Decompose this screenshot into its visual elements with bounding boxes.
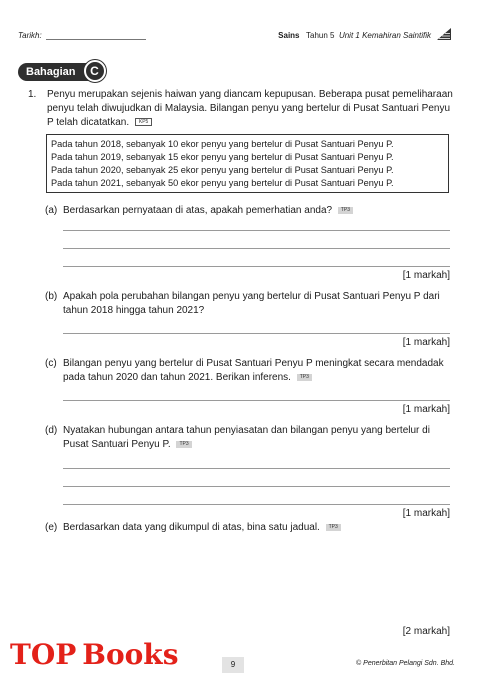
- part-question: Berdasarkan data yang dikumpul di atas, bina satu jadual.: [63, 522, 320, 533]
- section-letter: C: [84, 60, 106, 82]
- page-header: [18, 31, 451, 45]
- data-line: Pada tahun 2018, sebanyak 10 ekor penyu yang bertelur di Pusat Santuari Penyu P.: [51, 139, 394, 149]
- data-line: Pada tahun 2020, sebanyak 25 ekor penyu yang bertelur di Pusat Santuari Penyu P.: [51, 165, 394, 175]
- answer-line[interactable]: [63, 504, 450, 505]
- part-label: (c): [45, 358, 57, 369]
- answer-line[interactable]: [63, 230, 450, 231]
- marks-label: [1 markah]: [402, 270, 450, 281]
- part-d: [45, 424, 455, 452]
- unit-label: Unit 1 Kemahiran Saintifik: [338, 31, 431, 40]
- data-line: Pada tahun 2021, sebanyak 50 ekor penyu yang bertelur di Pusat Santuari Penyu P.: [51, 178, 394, 188]
- publisher-stripes-icon: [437, 28, 451, 40]
- topbooks-watermark-logo: [10, 638, 178, 678]
- part-e: [45, 521, 455, 535]
- answer-line[interactable]: [63, 400, 450, 401]
- copyright-text: © Penerbitan Pelangi Sdn. Bhd.: [356, 660, 455, 667]
- part-label: (d): [45, 425, 58, 436]
- section-badge: [18, 62, 99, 82]
- question-text: Penyu merupakan sejenis haiwan yang diancam kepupusan. Beberapa pusat pemeliharaan penyu telah diwujudkan di Malaysia. Bilangan penyu yang bertelur di Pusat Santuari Penyu P telah dicatatkan.: [47, 89, 453, 128]
- tp-tag: TP3: [176, 441, 191, 448]
- part-question: Nyatakan hubungan antara tahun penyiasatan dan bilangan penyu yang bertelur di Pusat Santuari Penyu P.: [63, 425, 430, 450]
- marks-label: [1 markah]: [402, 404, 450, 415]
- part-b: [45, 290, 455, 318]
- kp-tag: KP5: [135, 118, 152, 126]
- question-1: [28, 88, 456, 130]
- answer-line[interactable]: [63, 266, 450, 267]
- part-label: (e): [45, 522, 58, 533]
- logo-top-text: TOP: [10, 638, 77, 671]
- subject-label: Sains: [278, 31, 300, 40]
- part-question: Bilangan penyu yang bertelur di Pusat Santuari Penyu P meningkat secara mendadak pada tahun 2020 dan tahun 2021. Berikan inferens.: [63, 358, 444, 383]
- header-info: [278, 31, 431, 40]
- question-number: 1.: [28, 89, 37, 100]
- logo-books-text: Books: [82, 638, 179, 671]
- data-line: Pada tahun 2019, sebanyak 15 ekor penyu yang bertelur di Pusat Santuari Penyu P.: [51, 152, 394, 162]
- answer-line[interactable]: [63, 333, 450, 334]
- marks-label: [1 markah]: [402, 508, 450, 519]
- part-question: Berdasarkan pernyataan di atas, apakah pemerhatian anda?: [63, 205, 333, 216]
- part-c: [45, 357, 455, 385]
- part-label: (b): [45, 291, 58, 302]
- section-label: Bahagian: [18, 63, 96, 81]
- date-label: Tarikh:: [18, 31, 42, 40]
- part-a: [45, 204, 455, 218]
- page-number: 9: [222, 657, 244, 673]
- tp-tag: TP3: [326, 524, 341, 531]
- marks-label: [2 markah]: [402, 626, 450, 637]
- answer-line[interactable]: [63, 486, 450, 487]
- data-box: [46, 134, 449, 193]
- tp-tag: TP3: [338, 207, 353, 214]
- part-question: Apakah pola perubahan bilangan penyu yang bertelur di Pusat Santuari Penyu P dari tahun 2018 hingga tahun 2021?: [63, 291, 440, 316]
- answer-line[interactable]: [63, 248, 450, 249]
- marks-label: [1 markah]: [402, 337, 450, 348]
- answer-line[interactable]: [63, 468, 450, 469]
- date-line: [46, 39, 146, 40]
- part-label: (a): [45, 205, 58, 216]
- tp-tag: TP3: [297, 374, 312, 381]
- year-label: Tahun 5: [306, 31, 335, 40]
